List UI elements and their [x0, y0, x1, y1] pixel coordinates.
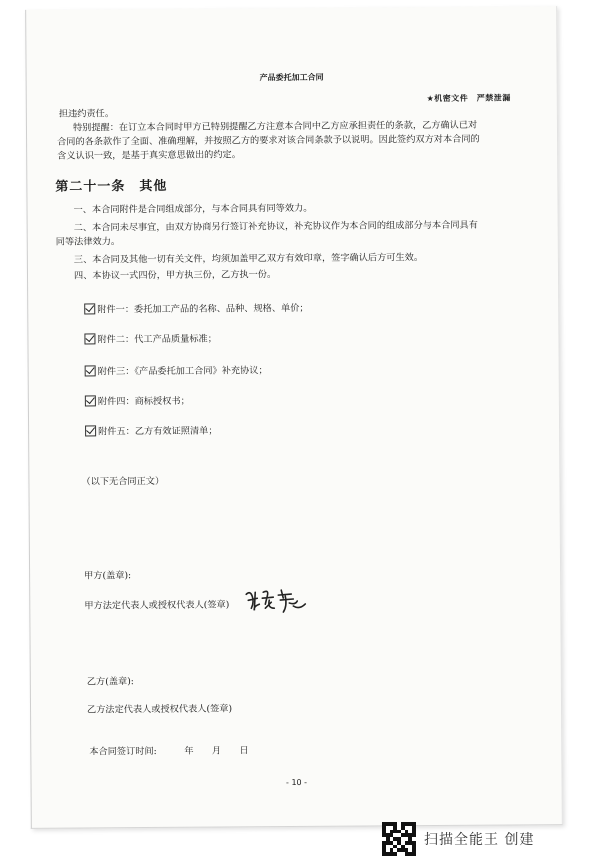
scanner-watermark	[382, 822, 534, 856]
annex-1	[84, 300, 308, 316]
party-b-seal: 乙方(盖章):	[86, 676, 134, 688]
handwritten-signature	[243, 586, 309, 614]
page-number: - 10 -	[285, 777, 308, 788]
clause-3: 三、本合同及其他一切有关文件，均须加盖甲乙双方有效印章，签字确认后方可生效。	[73, 252, 424, 266]
annex-2	[84, 331, 217, 346]
document-title: 产品委托加工合同	[259, 72, 324, 83]
party-a-representative: 甲方法定代表人或授权代表人(签章)	[84, 599, 230, 612]
annex-4	[85, 393, 190, 408]
clause-4: 四、本协议一式四份，甲方执三份，乙方执一份。	[73, 269, 277, 282]
party-a-seal: 甲方(盖章):	[84, 570, 132, 582]
annex-4-label: 附件四：商标授权书；	[97, 395, 190, 408]
party-b-representative: 乙方法定代表人或授权代表人(签章)	[86, 703, 233, 716]
annex-2-label: 附件二：代工产品质量标准；	[97, 333, 217, 346]
annex-1-label: 附件一：委托加工产品的名称、品种、规格、单价；	[97, 302, 309, 316]
reminder-line-2: 合同的各条款作了全面、准确理解，并按照乙方的要求对该合同条款予以说明。因此签约双方对本合同的	[57, 133, 480, 148]
reminder-line-1: 特别提醒：在订立本合同时甲方已特别提醒乙方注意本合同中乙方应承担责任的条款，乙方确认已对	[72, 119, 478, 134]
qr-code-icon	[382, 822, 416, 856]
checkbox-checked-icon	[84, 333, 95, 344]
checkbox-checked-icon	[85, 425, 96, 436]
reminder-line-3: 含义认识一致，是基于真实意思做出的约定。	[57, 149, 241, 162]
watermark-text: 扫描全能王 创建	[424, 832, 535, 848]
annex-3	[85, 362, 268, 377]
clause-1: 一、本合同附件是合同组成部分，与本合同具有同等效力。	[73, 202, 313, 216]
annex-3-label: 附件三：《产品委托加工合同》补充协议；	[97, 365, 268, 378]
clause-2: 二、本合同未尽事宜，由双方协商另行签订补充协议，补充协议作为本合同的组成部分与本合同具有	[73, 219, 478, 234]
article-heading: 第二十一条 其他	[55, 178, 168, 195]
document-page	[25, 6, 563, 829]
checkbox-checked-icon	[84, 303, 95, 314]
checkbox-checked-icon	[85, 395, 96, 406]
annex-5	[85, 423, 218, 438]
continued-text: 担违约责任。	[58, 108, 115, 120]
annex-5-label: 附件五：乙方有效证照清单；	[98, 425, 218, 438]
confidential-mark: ★机密文件 严禁泄漏	[426, 93, 511, 104]
checkbox-checked-icon	[85, 365, 96, 376]
clause-2-cont: 同等法律效力。	[55, 236, 121, 248]
end-of-text-note: （以下无合同正文）	[81, 475, 165, 488]
signing-date: 本合同签订时间: 年 月 日	[89, 745, 249, 758]
